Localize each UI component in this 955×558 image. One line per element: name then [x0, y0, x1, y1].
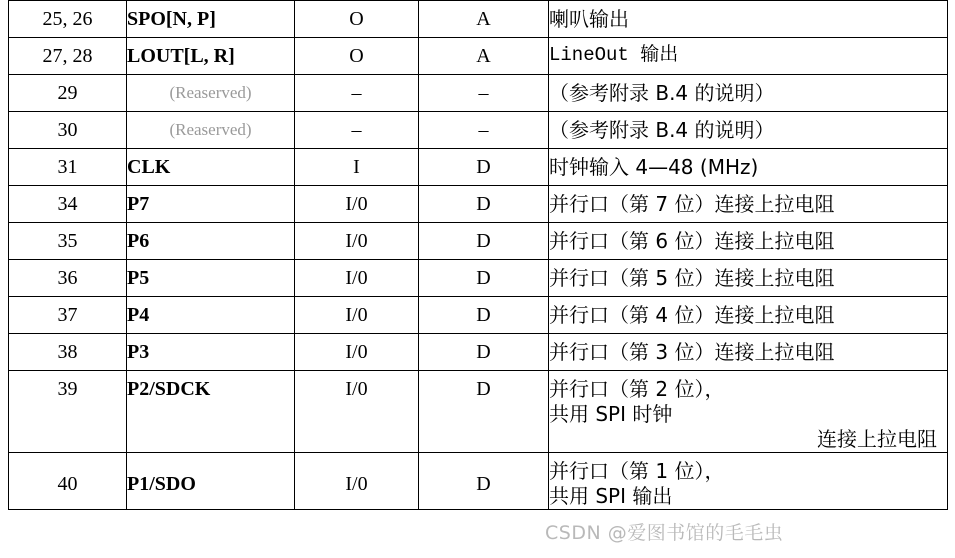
description-line: 连接上拉电阻	[817, 427, 937, 451]
description-line: LineOut 输出	[549, 44, 679, 67]
description-line: 并行口（第 7 位）连接上拉电阻	[549, 191, 835, 216]
cell-description	[549, 297, 948, 334]
watermark-text: CSDN @爱图书馆的毛毛虫	[545, 522, 784, 544]
table-row	[9, 186, 948, 223]
cell-signal-name: (Reaserved)	[127, 112, 295, 149]
cell-signal-type: –	[419, 75, 549, 112]
cell-description	[549, 112, 948, 149]
table-row	[9, 1, 948, 38]
cell-signal-name: P1/SDO	[127, 453, 295, 510]
description-line: 喇叭输出	[549, 6, 629, 31]
cell-signal-name: LOUT[L, R]	[127, 38, 295, 75]
table-row	[9, 453, 948, 510]
description-line: 并行口（第 6 位）连接上拉电阻	[549, 228, 835, 253]
pin-description-table	[8, 0, 948, 510]
cell-direction: I/0	[295, 186, 419, 223]
cell-signal-type: D	[419, 334, 549, 371]
description-line: 并行口（第 5 位）连接上拉电阻	[549, 265, 835, 290]
cell-direction: I/0	[295, 297, 419, 334]
cell-signal-type: D	[419, 186, 549, 223]
cell-signal-name: CLK	[127, 149, 295, 186]
cell-signal-name: P3	[127, 334, 295, 371]
cell-pin-number: 36	[9, 260, 127, 297]
description-line: 共用 SPI 输出	[549, 484, 673, 508]
cell-signal-type: A	[419, 38, 549, 75]
description-line: 并行口（第 1 位），	[549, 459, 725, 483]
cell-description	[549, 260, 948, 297]
cell-pin-number: 25, 26	[9, 1, 127, 38]
table-row	[9, 260, 948, 297]
table-row	[9, 297, 948, 334]
cell-signal-type: D	[419, 297, 549, 334]
description-line: 共用 SPI 时钟	[549, 402, 673, 426]
table-row	[9, 371, 948, 453]
cell-pin-number: 27, 28	[9, 38, 127, 75]
cell-signal-name: P7	[127, 186, 295, 223]
description-line: （参考附录 B.4 的说明）	[549, 117, 775, 142]
cell-signal-name: P2/SDCK	[127, 371, 295, 453]
cell-description	[549, 371, 948, 453]
table-body	[9, 1, 948, 510]
table-row	[9, 75, 948, 112]
cell-pin-number: 35	[9, 223, 127, 260]
cell-signal-type: D	[419, 371, 549, 453]
cell-direction: O	[295, 1, 419, 38]
cell-signal-name: (Reaserved)	[127, 75, 295, 112]
table-row	[9, 334, 948, 371]
table-row	[9, 38, 948, 75]
cell-pin-number: 34	[9, 186, 127, 223]
table-row	[9, 112, 948, 149]
cell-description	[549, 1, 948, 38]
cell-signal-type: D	[419, 223, 549, 260]
cell-description	[549, 186, 948, 223]
cell-signal-type: D	[419, 453, 549, 510]
cell-pin-number: 38	[9, 334, 127, 371]
description-line: 并行口（第 3 位）连接上拉电阻	[549, 339, 835, 364]
cell-direction: I	[295, 149, 419, 186]
cell-pin-number: 29	[9, 75, 127, 112]
table-row	[9, 223, 948, 260]
cell-direction: I/0	[295, 453, 419, 510]
cell-signal-name: P5	[127, 260, 295, 297]
cell-pin-number: 31	[9, 149, 127, 186]
cell-description	[549, 223, 948, 260]
cell-direction: I/0	[295, 371, 419, 453]
cell-direction: I/0	[295, 334, 419, 371]
cell-description	[549, 75, 948, 112]
description-line: 并行口（第 2 位），	[549, 377, 725, 401]
cell-direction: O	[295, 38, 419, 75]
cell-description	[549, 149, 948, 186]
cell-description	[549, 334, 948, 371]
cell-direction: I/0	[295, 260, 419, 297]
cell-pin-number: 40	[9, 453, 127, 510]
cell-signal-type: A	[419, 1, 549, 38]
cell-signal-name: P6	[127, 223, 295, 260]
cell-description	[549, 453, 948, 510]
cell-signal-name: P4	[127, 297, 295, 334]
description-line: 时钟输入 4—48 (MHz)	[549, 154, 759, 179]
cell-pin-number: 37	[9, 297, 127, 334]
description-line: （参考附录 B.4 的说明）	[549, 80, 775, 105]
cell-signal-name: SPO[N, P]	[127, 1, 295, 38]
cell-direction: –	[295, 112, 419, 149]
table-row	[9, 149, 948, 186]
cell-direction: I/0	[295, 223, 419, 260]
cell-pin-number: 39	[9, 371, 127, 453]
cell-description	[549, 38, 948, 75]
cell-signal-type: D	[419, 149, 549, 186]
description-line: 并行口（第 4 位）连接上拉电阻	[549, 302, 835, 327]
cell-signal-type: D	[419, 260, 549, 297]
cell-signal-type: –	[419, 112, 549, 149]
cell-pin-number: 30	[9, 112, 127, 149]
cell-direction: –	[295, 75, 419, 112]
